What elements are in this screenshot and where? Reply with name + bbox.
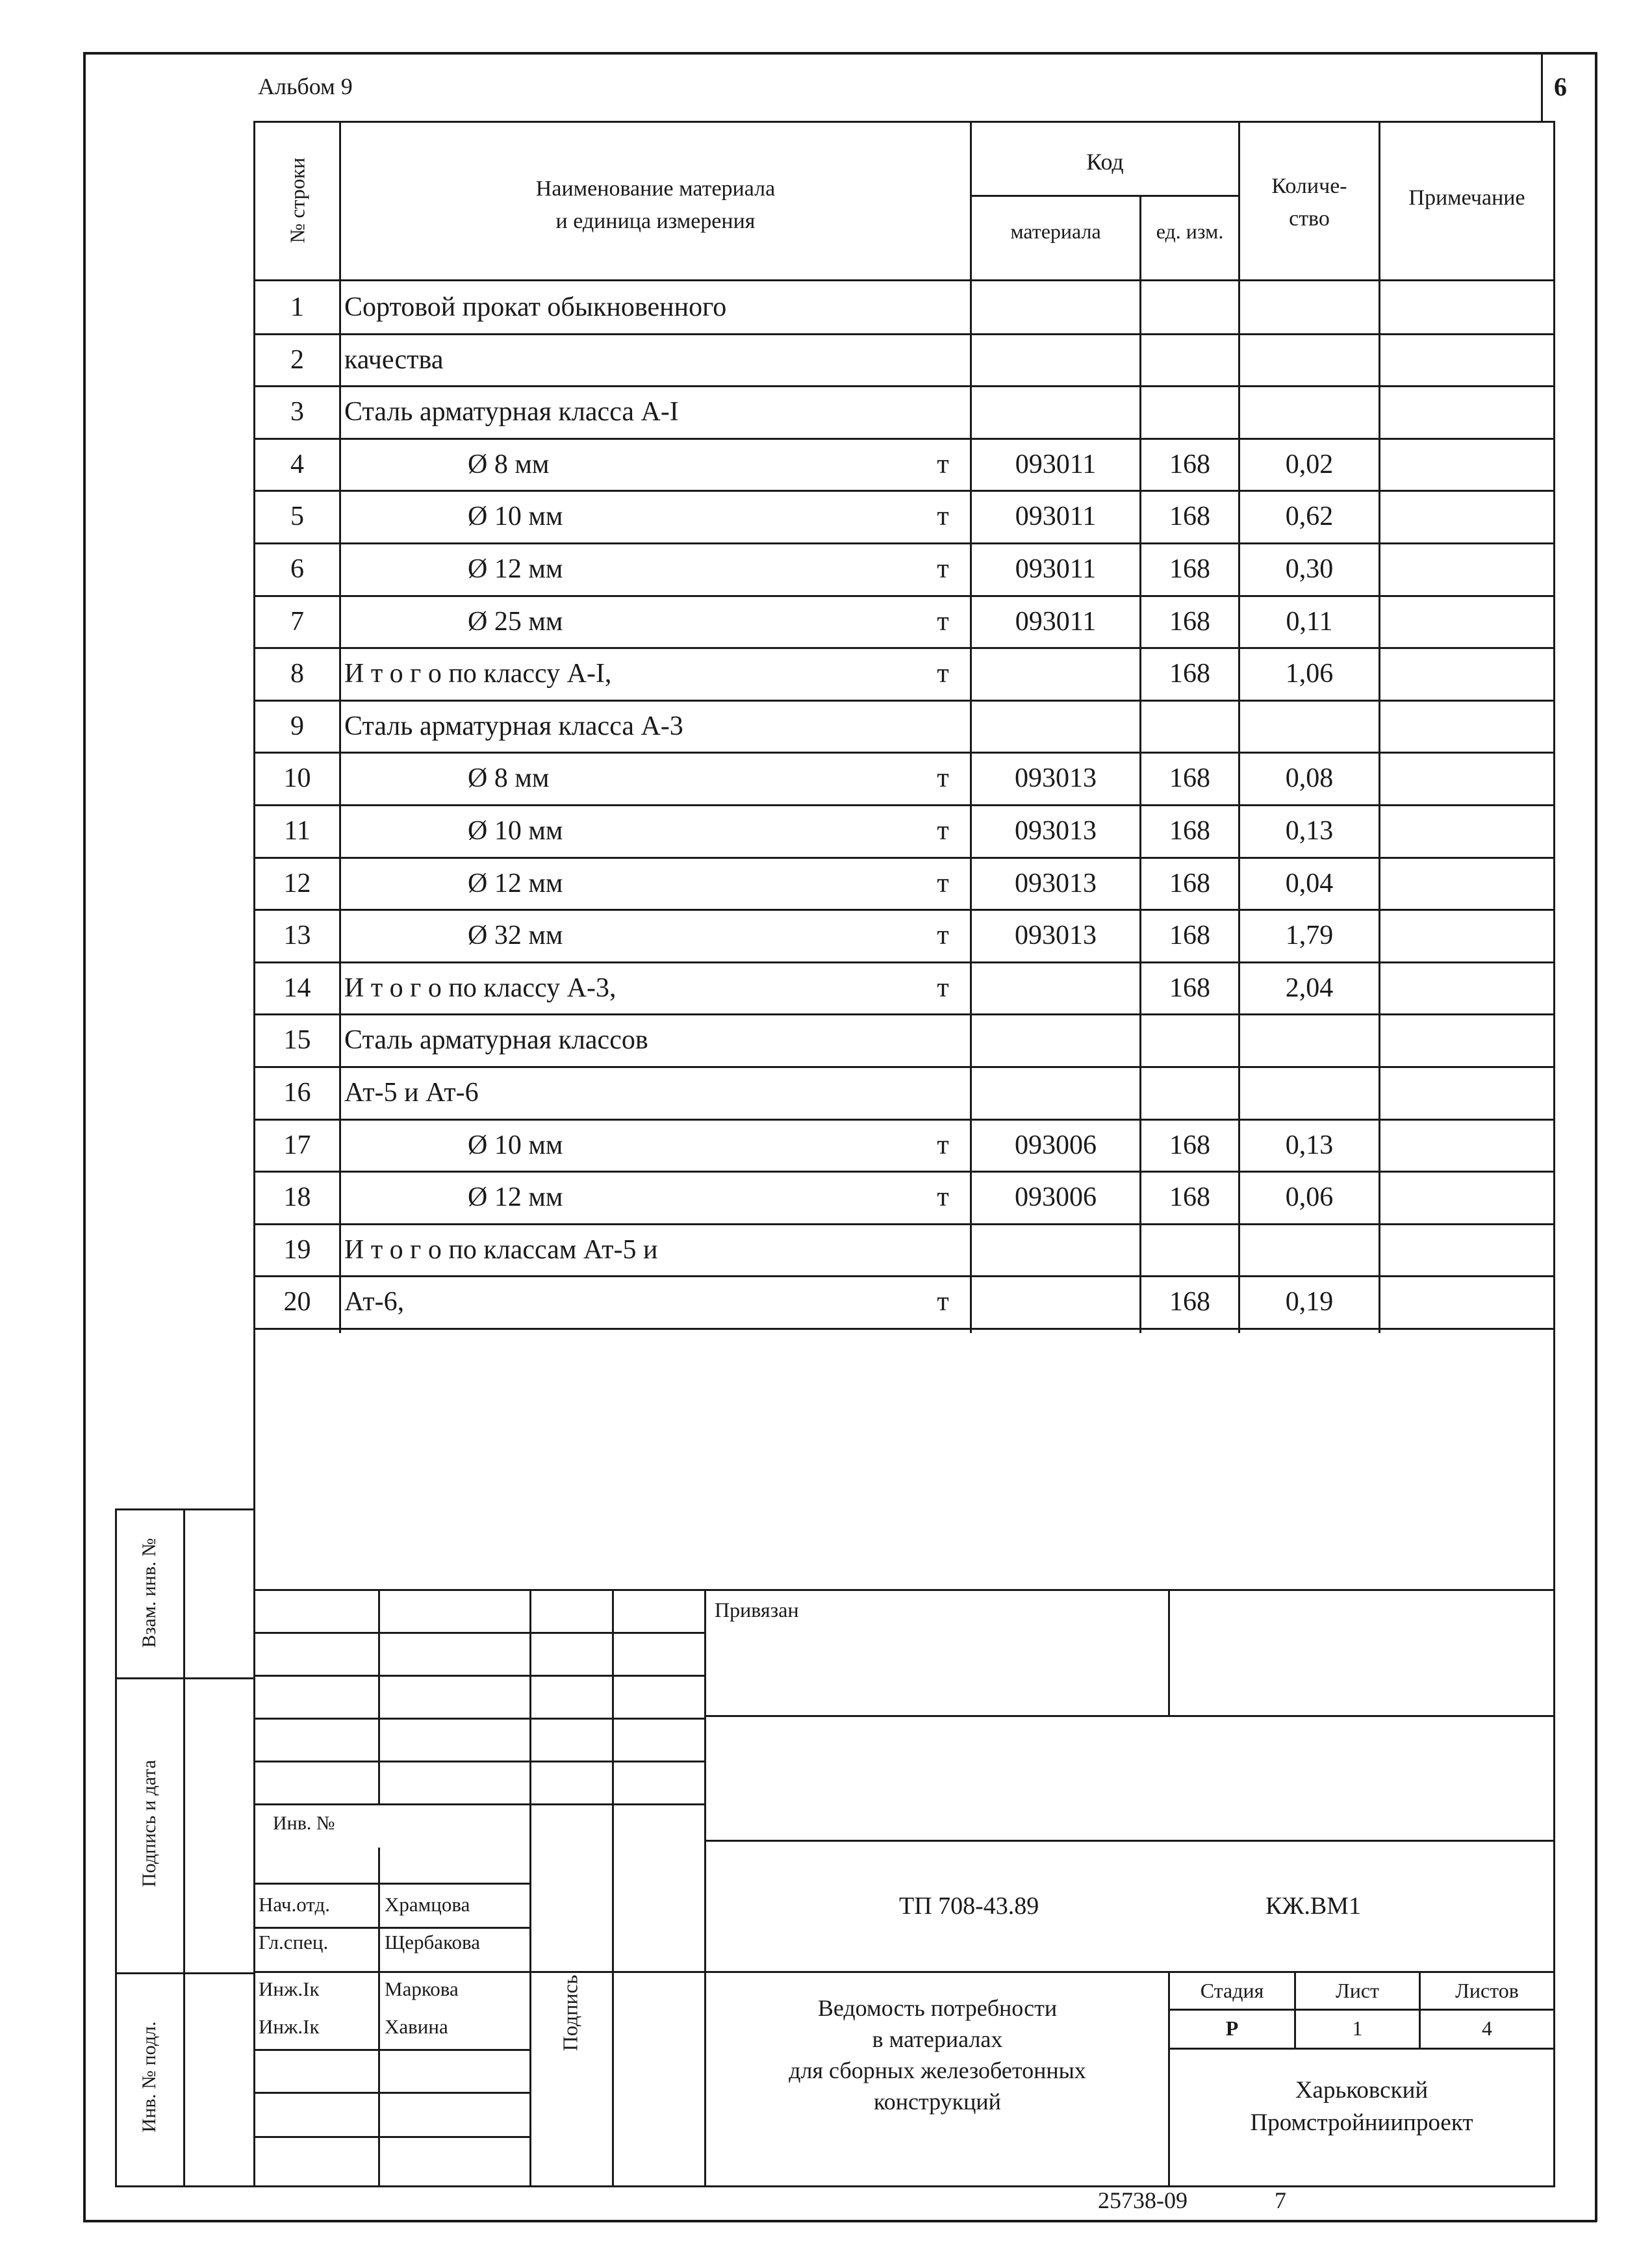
staff-name-1: Храмцова (385, 1893, 470, 1916)
unit-code: 168 (1169, 1286, 1210, 1317)
header-code-material: материала (1010, 220, 1101, 243)
material-code: 093011 (1015, 606, 1097, 637)
unit-code: 168 (1169, 449, 1210, 479)
row-number: 2 (290, 344, 304, 375)
staff-name-3: Маркова (385, 1978, 459, 2000)
quantity (1240, 1066, 1379, 1119)
quantity: 0,62 (1285, 501, 1334, 531)
material-name: Сталь арматурная класса А-3 (344, 711, 683, 741)
side-inv-original: Инв. № подл. (138, 2021, 160, 2133)
quantity: 0,19 (1285, 1286, 1334, 1317)
row-number: 14 (283, 973, 311, 1003)
quantity (1240, 281, 1379, 333)
unit-code: 168 (1169, 763, 1210, 793)
organization-line2: Промстройниипроект (1250, 2109, 1473, 2136)
row-number: 17 (283, 1130, 311, 1160)
unit-code: 168 (1169, 868, 1210, 898)
row-number: 16 (283, 1077, 311, 1108)
unit-cell: т (937, 1182, 949, 1212)
material-code (972, 1066, 1139, 1119)
header-quantity-line2: ство (1289, 207, 1330, 231)
header-quantity-line1: Количе- (1271, 174, 1347, 198)
row-number: 1 (290, 292, 304, 322)
stage-label: Стадия (1200, 1979, 1264, 2002)
material-name: Ø 12 мм (468, 1182, 563, 1212)
unit-cell: т (937, 606, 949, 637)
material-name: Ат-6, (344, 1286, 405, 1317)
sheets-label: Листов (1455, 1979, 1519, 2002)
unit-cell (916, 1066, 970, 1119)
material-code: 093013 (1015, 868, 1097, 898)
material-name: Ø 10 мм (468, 501, 563, 531)
unit-code (1141, 1013, 1238, 1066)
material-name: Ø 8 мм (468, 449, 550, 479)
row-number: 7 (290, 606, 304, 637)
quantity: 0,08 (1285, 763, 1334, 793)
footer-page: 7 (1275, 2187, 1286, 2213)
row-number: 10 (283, 763, 311, 793)
side-inv-replace: Взам. инв. № (138, 1538, 160, 1648)
quantity: 0,02 (1285, 449, 1334, 479)
material-code (972, 700, 1139, 752)
quantity (1240, 385, 1379, 438)
unit-code (1141, 700, 1238, 752)
unit-code (1141, 333, 1238, 386)
quantity: 0,13 (1285, 1130, 1334, 1160)
material-code (972, 333, 1139, 386)
staff-role-4: Инж.Iк (259, 2015, 320, 2038)
attached-label: Привязан (715, 1598, 799, 1622)
quantity: 0,30 (1285, 553, 1334, 584)
material-name: Ø 10 мм (468, 1130, 563, 1160)
material-code: 093011 (1015, 553, 1097, 584)
footer-doc-id: 25738-09 (1098, 2187, 1188, 2213)
row-number: 6 (290, 553, 304, 584)
quantity: 0,06 (1285, 1182, 1334, 1212)
material-name: Ø 25 мм (468, 606, 563, 637)
material-code: 093013 (1015, 763, 1097, 793)
sheet-value: 1 (1352, 2016, 1363, 2040)
unit-code (1141, 385, 1238, 438)
unit-cell (916, 333, 970, 386)
header-code: Код (1086, 149, 1124, 175)
quantity: 0,13 (1285, 815, 1334, 846)
unit-code: 168 (1169, 501, 1210, 531)
material-name: И т о г о по классам Ат-5 и (344, 1234, 658, 1265)
row-number: 4 (290, 449, 304, 479)
row-number: 20 (283, 1286, 311, 1317)
staff-role-3: Инж.Iк (259, 1978, 320, 2000)
unit-code: 168 (1169, 658, 1210, 689)
material-code (972, 1275, 1139, 1328)
doc-title-line4: конструкций (874, 2089, 1001, 2115)
row-number: 8 (290, 658, 304, 689)
quantity (1240, 1223, 1379, 1276)
doc-title-line3: для сборных железобетонных (789, 2057, 1086, 2083)
staff-name-2: Щербакова (385, 1931, 481, 1953)
side-sign-date: Подпись и дата (138, 1760, 160, 1887)
stage-value: Р (1225, 2016, 1239, 2040)
material-code (972, 961, 1139, 1014)
material-name: И т о г о по классу А-3, (344, 973, 616, 1003)
unit-code: 168 (1169, 1130, 1210, 1160)
row-number: 11 (284, 815, 311, 846)
quantity (1240, 700, 1379, 752)
unit-code: 168 (1169, 553, 1210, 584)
material-code: 093013 (1015, 920, 1097, 950)
quantity: 0,04 (1285, 868, 1334, 898)
header-name-line2: и единица измерения (555, 209, 756, 233)
signature-label: Подпись (558, 1974, 582, 2052)
row-number: 9 (290, 711, 304, 741)
unit-cell: т (937, 553, 949, 584)
staff-name-4: Хавина (385, 2015, 448, 2038)
staff-role-2: Гл.спец. (259, 1931, 329, 1953)
unit-cell: т (937, 658, 949, 689)
material-code (972, 1013, 1139, 1066)
sheet-label: Лист (1335, 1979, 1379, 2002)
material-code: 093013 (1015, 815, 1097, 846)
unit-cell: т (937, 815, 949, 846)
material-name: Ø 12 мм (468, 553, 563, 584)
unit-code (1141, 281, 1238, 333)
material-name: И т о г о по классу А-I, (344, 658, 612, 689)
row-number: 5 (290, 501, 304, 531)
material-name: качества (344, 344, 444, 375)
unit-code: 168 (1169, 1182, 1210, 1212)
quantity (1240, 1013, 1379, 1066)
unit-cell: т (937, 1130, 949, 1160)
header-name-line1: Наименование материала (535, 177, 776, 201)
material-name: Сортовой прокат обыкновенного (344, 292, 727, 322)
row-number: 18 (283, 1182, 311, 1212)
material-code (972, 1223, 1139, 1276)
unit-cell (916, 1223, 970, 1276)
unit-cell: т (937, 763, 949, 793)
unit-cell (916, 281, 970, 333)
doc-title-line2: в материалах (872, 2026, 1003, 2052)
drawing-code: КЖ.ВМ1 (1265, 1892, 1362, 1920)
material-name: Ат-5 и Ат-6 (344, 1077, 479, 1108)
unit-cell (916, 1013, 970, 1066)
row-number: 15 (283, 1024, 311, 1055)
unit-code: 168 (1169, 815, 1210, 846)
material-code (972, 647, 1139, 700)
row-number: 3 (290, 396, 304, 427)
quantity: 2,04 (1285, 973, 1334, 1003)
header-note: Примечание (1408, 186, 1525, 210)
header-code-unit: ед. изм. (1156, 220, 1224, 243)
inv-no-label: Инв. № (273, 1812, 335, 1834)
material-name: Ø 8 мм (468, 763, 550, 793)
quantity (1240, 333, 1379, 386)
material-name: Сталь арматурная классов (344, 1024, 648, 1055)
doc-title-line1: Ведомость потребности (817, 1995, 1058, 2021)
quantity: 1,06 (1285, 658, 1334, 689)
row-number: 19 (283, 1234, 311, 1265)
quantity: 1,79 (1285, 920, 1334, 950)
material-code (972, 385, 1139, 438)
material-code: 093006 (1015, 1130, 1097, 1160)
material-code (972, 281, 1139, 333)
material-name: Сталь арматурная класса А-I (344, 396, 679, 427)
unit-cell: т (937, 973, 949, 1003)
material-name: Ø 10 мм (468, 815, 563, 846)
material-name: Ø 12 мм (468, 868, 563, 898)
album-label: Альбом 9 (258, 73, 353, 99)
unit-code: 168 (1169, 973, 1210, 1003)
unit-cell: т (937, 449, 949, 479)
project-code: ТП 708-43.89 (899, 1892, 1039, 1920)
unit-code (1141, 1223, 1238, 1276)
unit-cell (916, 700, 970, 752)
unit-code: 168 (1169, 606, 1210, 637)
unit-cell: т (937, 868, 949, 898)
organization-line1: Харьковский (1295, 2077, 1429, 2104)
material-code: 093006 (1015, 1182, 1097, 1212)
sheet-number: 6 (1554, 72, 1567, 101)
unit-code: 168 (1169, 920, 1210, 950)
unit-code (1141, 1066, 1238, 1119)
header-row-number: № строки (285, 157, 309, 244)
unit-cell: т (937, 501, 949, 531)
quantity: 0,11 (1286, 606, 1333, 637)
unit-cell: т (937, 1286, 949, 1317)
unit-cell (916, 385, 970, 438)
material-code: 093011 (1015, 501, 1097, 531)
material-code: 093011 (1015, 449, 1097, 479)
row-number: 13 (283, 920, 311, 950)
sheets-value: 4 (1482, 2016, 1492, 2040)
unit-cell: т (937, 920, 949, 950)
row-number: 12 (283, 868, 311, 898)
staff-role-1: Нач.отд. (259, 1893, 330, 1916)
material-name: Ø 32 мм (468, 920, 563, 950)
